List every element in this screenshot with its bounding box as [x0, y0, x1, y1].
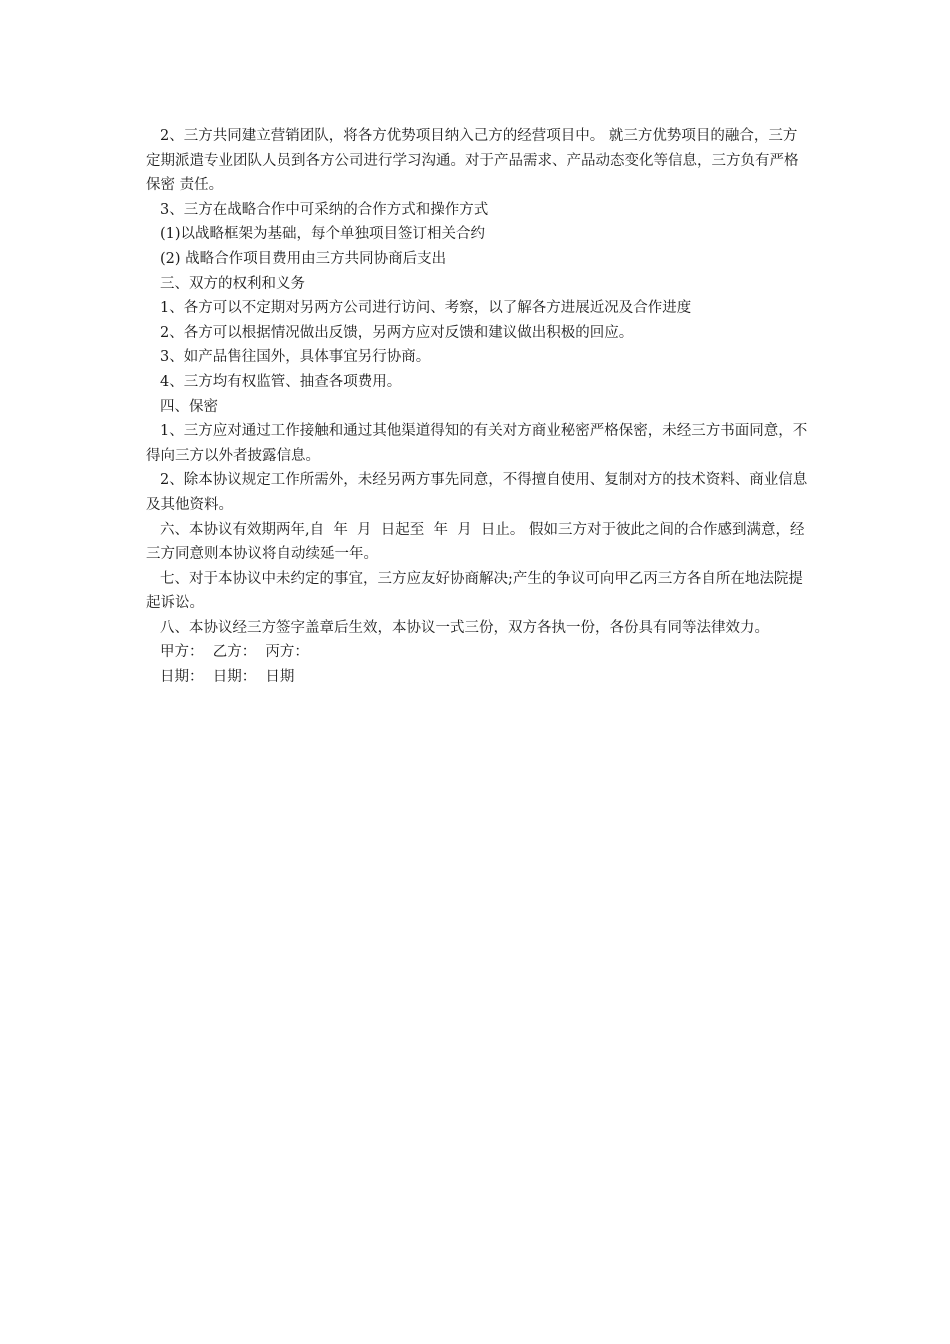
section-heading-confidentiality: 四、保密 — [160, 398, 218, 415]
document-page — [146, 124, 810, 690]
clause-3-item-2: (2) 战略合作项目费用由三方共同协商后支出 — [160, 250, 447, 267]
section-validity-period: 六、本协议有效期两年,自 年 月 日起至 年 月 日止。 假如三方对于彼此之间的合作感到满意，经三方同意则本协议将自动续延一年。 — [146, 521, 805, 563]
section-effectiveness: 八、本协议经三方签字盖章后生效，本协议一式三份，双方各执一份，各份具有同等法律效力。 — [160, 619, 769, 636]
clause-2-marketing-team: 2、三方共同建立营销团队，将各方优势项目纳入己方的经营项目中。 就三方优势项目的融合，三方定期派遣专业团队人员到各方公司进行学习沟通。对于产品需求、产品动态变化等信息，三方负有严格保密 责任。 — [146, 128, 799, 194]
rights-item-4: 4、三方均有权监管、抽查各项费用。 — [160, 373, 402, 390]
rights-item-3: 3、如产品售往国外，具体事宜另行协商。 — [160, 349, 431, 366]
section-heading-rights-obligations: 三、双方的权利和义务 — [160, 275, 305, 292]
signature-parties-line: 甲方： 乙方： 丙方： — [160, 644, 309, 661]
rights-item-2: 2、各方可以根据情况做出反馈，另两方应对反馈和建议做出积极的回应。 — [160, 324, 634, 341]
clause-3-item-1: (1)以战略框架为基础，每个单独项目签订相关合约 — [160, 226, 486, 243]
clause-3-cooperation-methods: 3、三方在战略合作中可采纳的合作方式和操作方式 — [160, 201, 489, 218]
confidentiality-item-1: 1、三方应对通过工作接触和通过其他渠道得知的有关对方商业秘密严格保密，未经三方书面同意，不得向三方以外者披露信息。 — [146, 423, 808, 464]
signature-dates-line: 日期： 日期： 日期 — [160, 669, 295, 686]
section-dispute-resolution: 七、对于本协议中未约定的事宜，三方应友好协商解决;产生的争议可向甲乙丙三方各自所在地法院提起诉讼。 — [146, 570, 803, 612]
confidentiality-item-2: 2、除本协议规定工作所需外，未经另两方事先同意，不得擅自使用、复制对方的技术资料、商业信息及其他资料。 — [146, 472, 808, 513]
rights-item-1: 1、各方可以不定期对另两方公司进行访问、考察，以了解各方进展近况及合作进度 — [160, 300, 692, 317]
